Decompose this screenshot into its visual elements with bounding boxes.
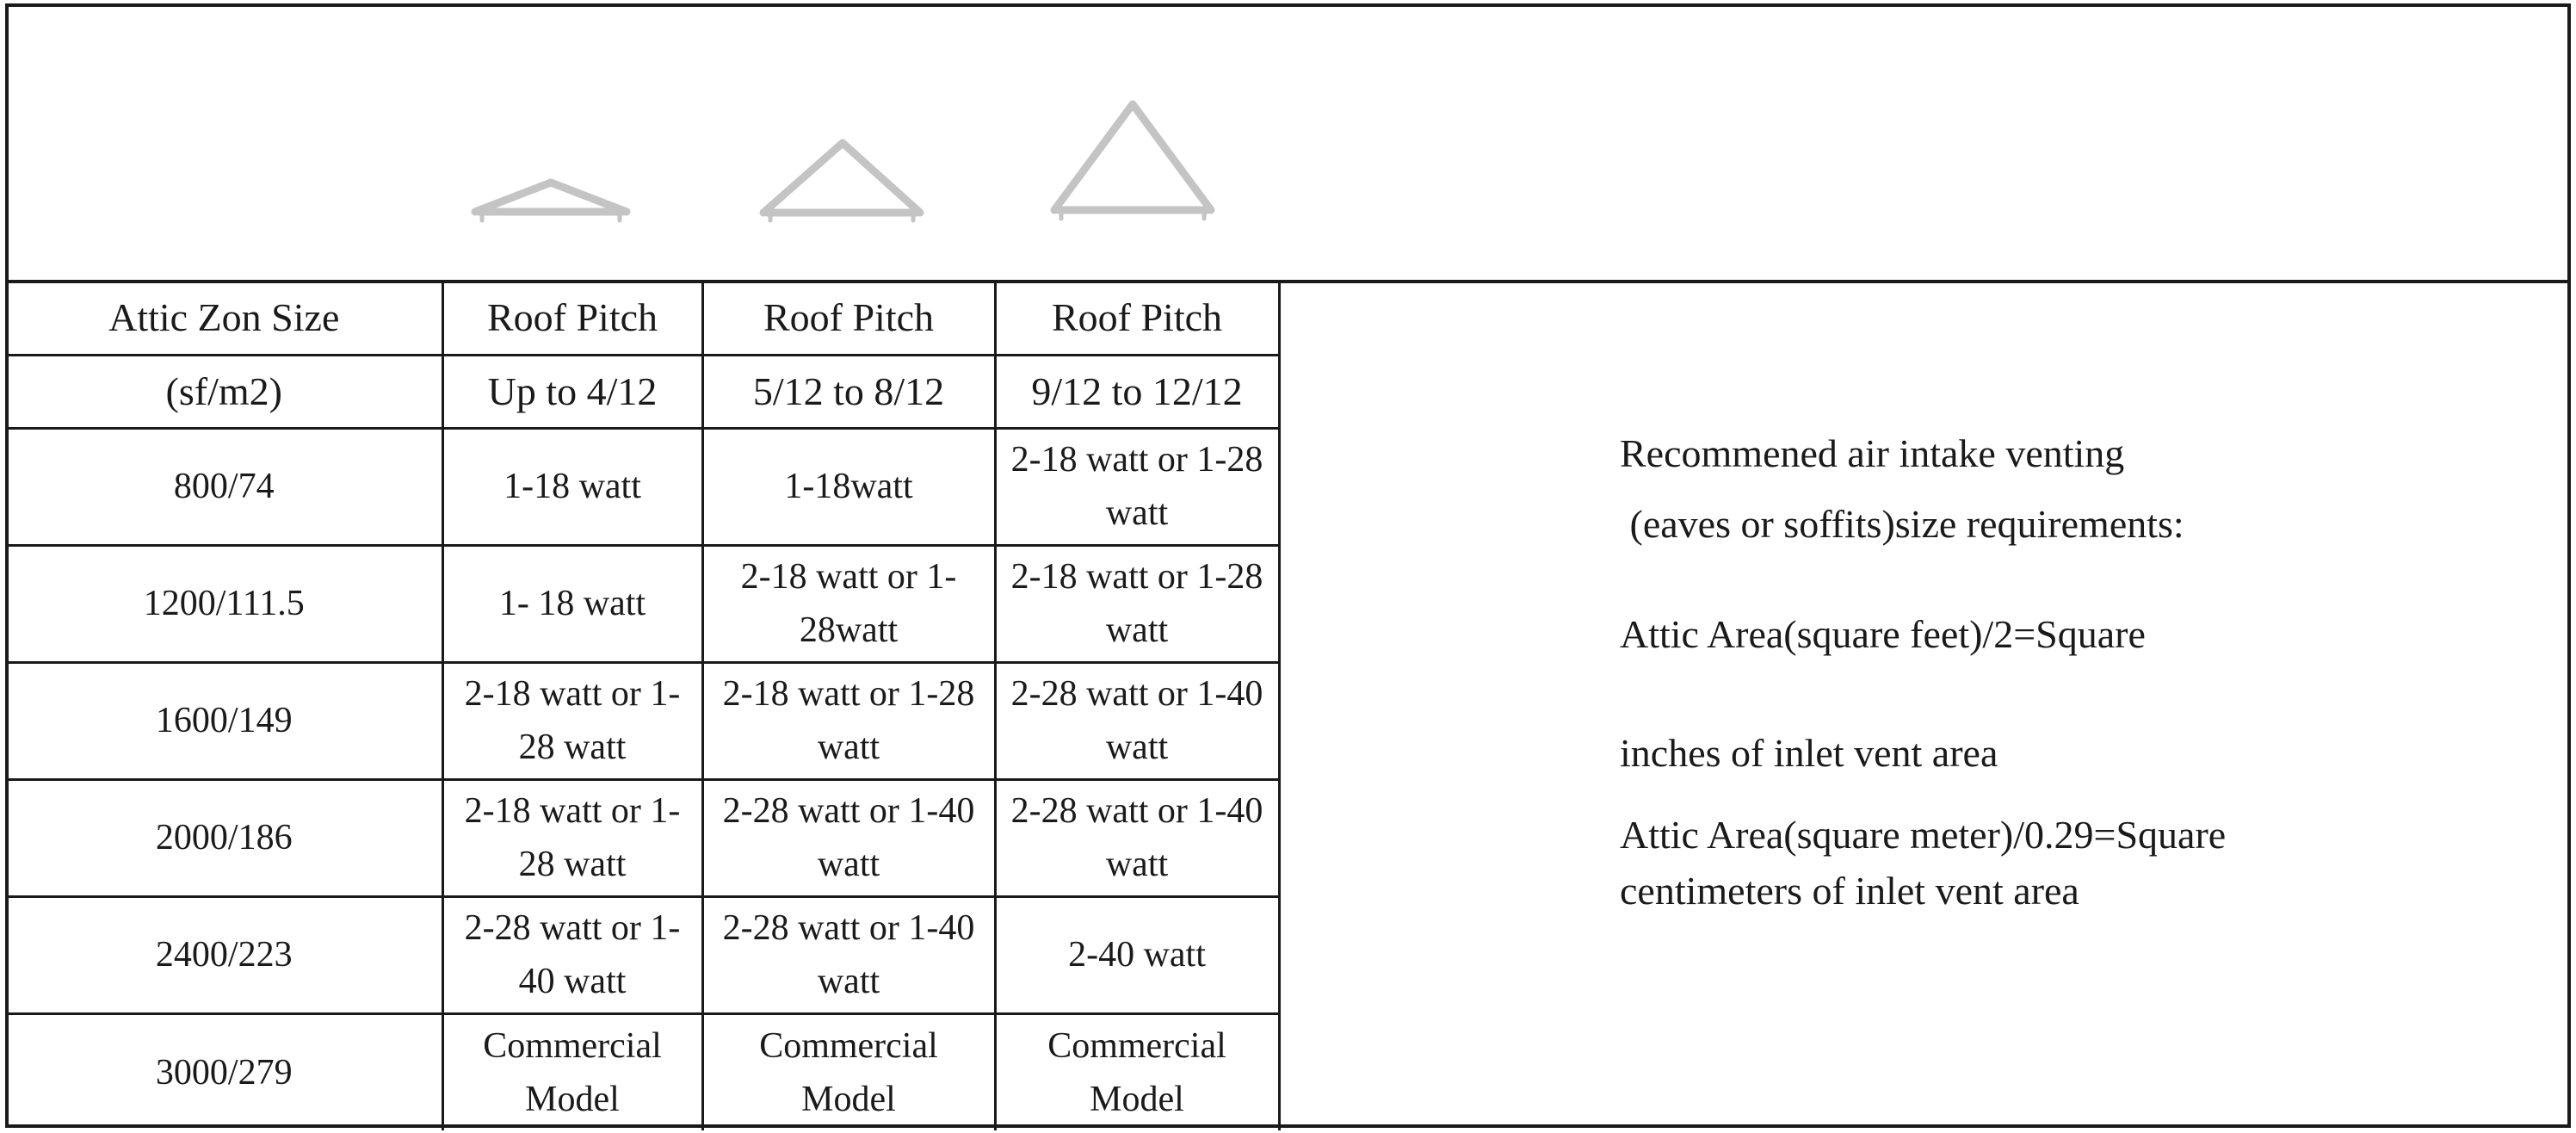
fan-spec-cell: [995, 779, 1279, 896]
fan-spec-text: 2-18 watt or 1- 28 watt: [464, 791, 681, 884]
attic-size-cell: 3000/279: [7, 1013, 442, 1130]
fan-spec-cell: [995, 1013, 1279, 1130]
subheader-pitch-range: 9/12 to 12/12: [995, 355, 1279, 428]
fan-spec-cell: [702, 779, 995, 896]
fan-spec-cell: [442, 1013, 702, 1130]
fan-spec-cell: [995, 662, 1279, 779]
header-roof-pitch: Roof Pitch: [702, 282, 995, 355]
fan-spec-text: 2-28 watt or 1-40 watt: [1010, 791, 1263, 884]
fan-spec-cell: [442, 662, 702, 779]
fan-spec-cell: [702, 428, 995, 545]
note-line: centimeters of inlet vent area: [1620, 869, 2079, 913]
table-row: [7, 662, 1279, 779]
attic-size-cell: 2400/223: [7, 896, 442, 1013]
fan-spec-text: 1-18watt: [784, 467, 913, 506]
subheader-units: (sf/m2): [7, 355, 442, 428]
table-row: [7, 1013, 1279, 1130]
fan-spec-text: 1-18 watt: [503, 467, 641, 506]
note-line: Attic Area(square feet)/2=Square: [1620, 612, 2146, 656]
fan-spec-text: 2-40 watt: [1068, 935, 1206, 975]
fan-spec-cell: [702, 545, 995, 662]
subheader-pitch-range: 5/12 to 8/12: [702, 355, 995, 428]
fan-spec-cell: [442, 896, 702, 1013]
medium-pitch-roof-icon: [763, 143, 920, 220]
note-line: Attic Area(square meter)/0.29=Square: [1620, 813, 2227, 857]
fan-spec-cell: [442, 428, 702, 545]
fan-spec-cell: [702, 662, 995, 779]
fan-spec-cell: [995, 896, 1279, 1013]
fan-spec-cell: [702, 896, 995, 1013]
attic-size-cell: 2000/186: [7, 779, 442, 896]
table-subheader-row: [7, 355, 1279, 428]
fan-spec-text: 2-28 watt or 1-40 watt: [722, 791, 975, 884]
header-roof-pitch: Roof Pitch: [995, 282, 1279, 355]
fan-spec-cell: [442, 779, 702, 896]
fan-spec-text: 2-18 watt or 1-28 watt: [1010, 440, 1263, 533]
fan-spec-text: Commercial Model: [483, 1025, 662, 1119]
fan-spec-text: 2-18 watt or 1-28 watt: [1010, 557, 1263, 650]
subheader-pitch-range: Up to 4/12: [442, 355, 702, 428]
attic-size-cell: 1200/111.5: [7, 545, 442, 662]
table-row: [7, 428, 1279, 545]
attic-size-cell: 800/74: [7, 428, 442, 545]
steep-pitch-roof-icon: [1054, 104, 1211, 219]
low-pitch-roof-icon: [475, 183, 627, 220]
fan-spec-text: Commercial Model: [759, 1025, 938, 1119]
header-attic-size: Attic Zon Size: [7, 282, 442, 355]
table-row: [7, 779, 1279, 896]
fan-spec-text: 2-18 watt or 1-28 watt: [722, 674, 975, 767]
attic-size-cell: 1600/149: [7, 662, 442, 779]
fan-spec-cell: [702, 1013, 995, 1130]
note-line: Recommened air intake venting: [1620, 431, 2125, 475]
header-roof-pitch: Roof Pitch: [442, 282, 702, 355]
table-row: [7, 896, 1279, 1013]
fan-spec-cell: [442, 545, 702, 662]
fan-spec-text: 2-28 watt or 1-40 watt: [722, 908, 975, 1001]
fan-spec-cell: [995, 545, 1279, 662]
fan-spec-text: 2-18 watt or 1-28watt: [740, 557, 957, 650]
fan-spec-text: 2-28 watt or 1-40 watt: [1010, 674, 1263, 767]
fan-spec-cell: [995, 428, 1279, 545]
fan-spec-text: 2-18 watt or 1- 28 watt: [464, 674, 681, 767]
note-line: (eaves or soffits)size requirements:: [1620, 502, 2184, 546]
fan-spec-text: 1- 18 watt: [498, 584, 646, 623]
fan-spec-text: Commercial Model: [1047, 1025, 1226, 1119]
roof-pitch-icons: [0, 0, 2576, 284]
fan-spec-text: 2-28 watt or 1-40 watt: [464, 908, 681, 1001]
table-header-row: [7, 282, 1279, 355]
fan-sizing-table: [7, 282, 1281, 1130]
note-line: inches of inlet vent area: [1620, 731, 1998, 775]
table-row: [7, 545, 1279, 662]
